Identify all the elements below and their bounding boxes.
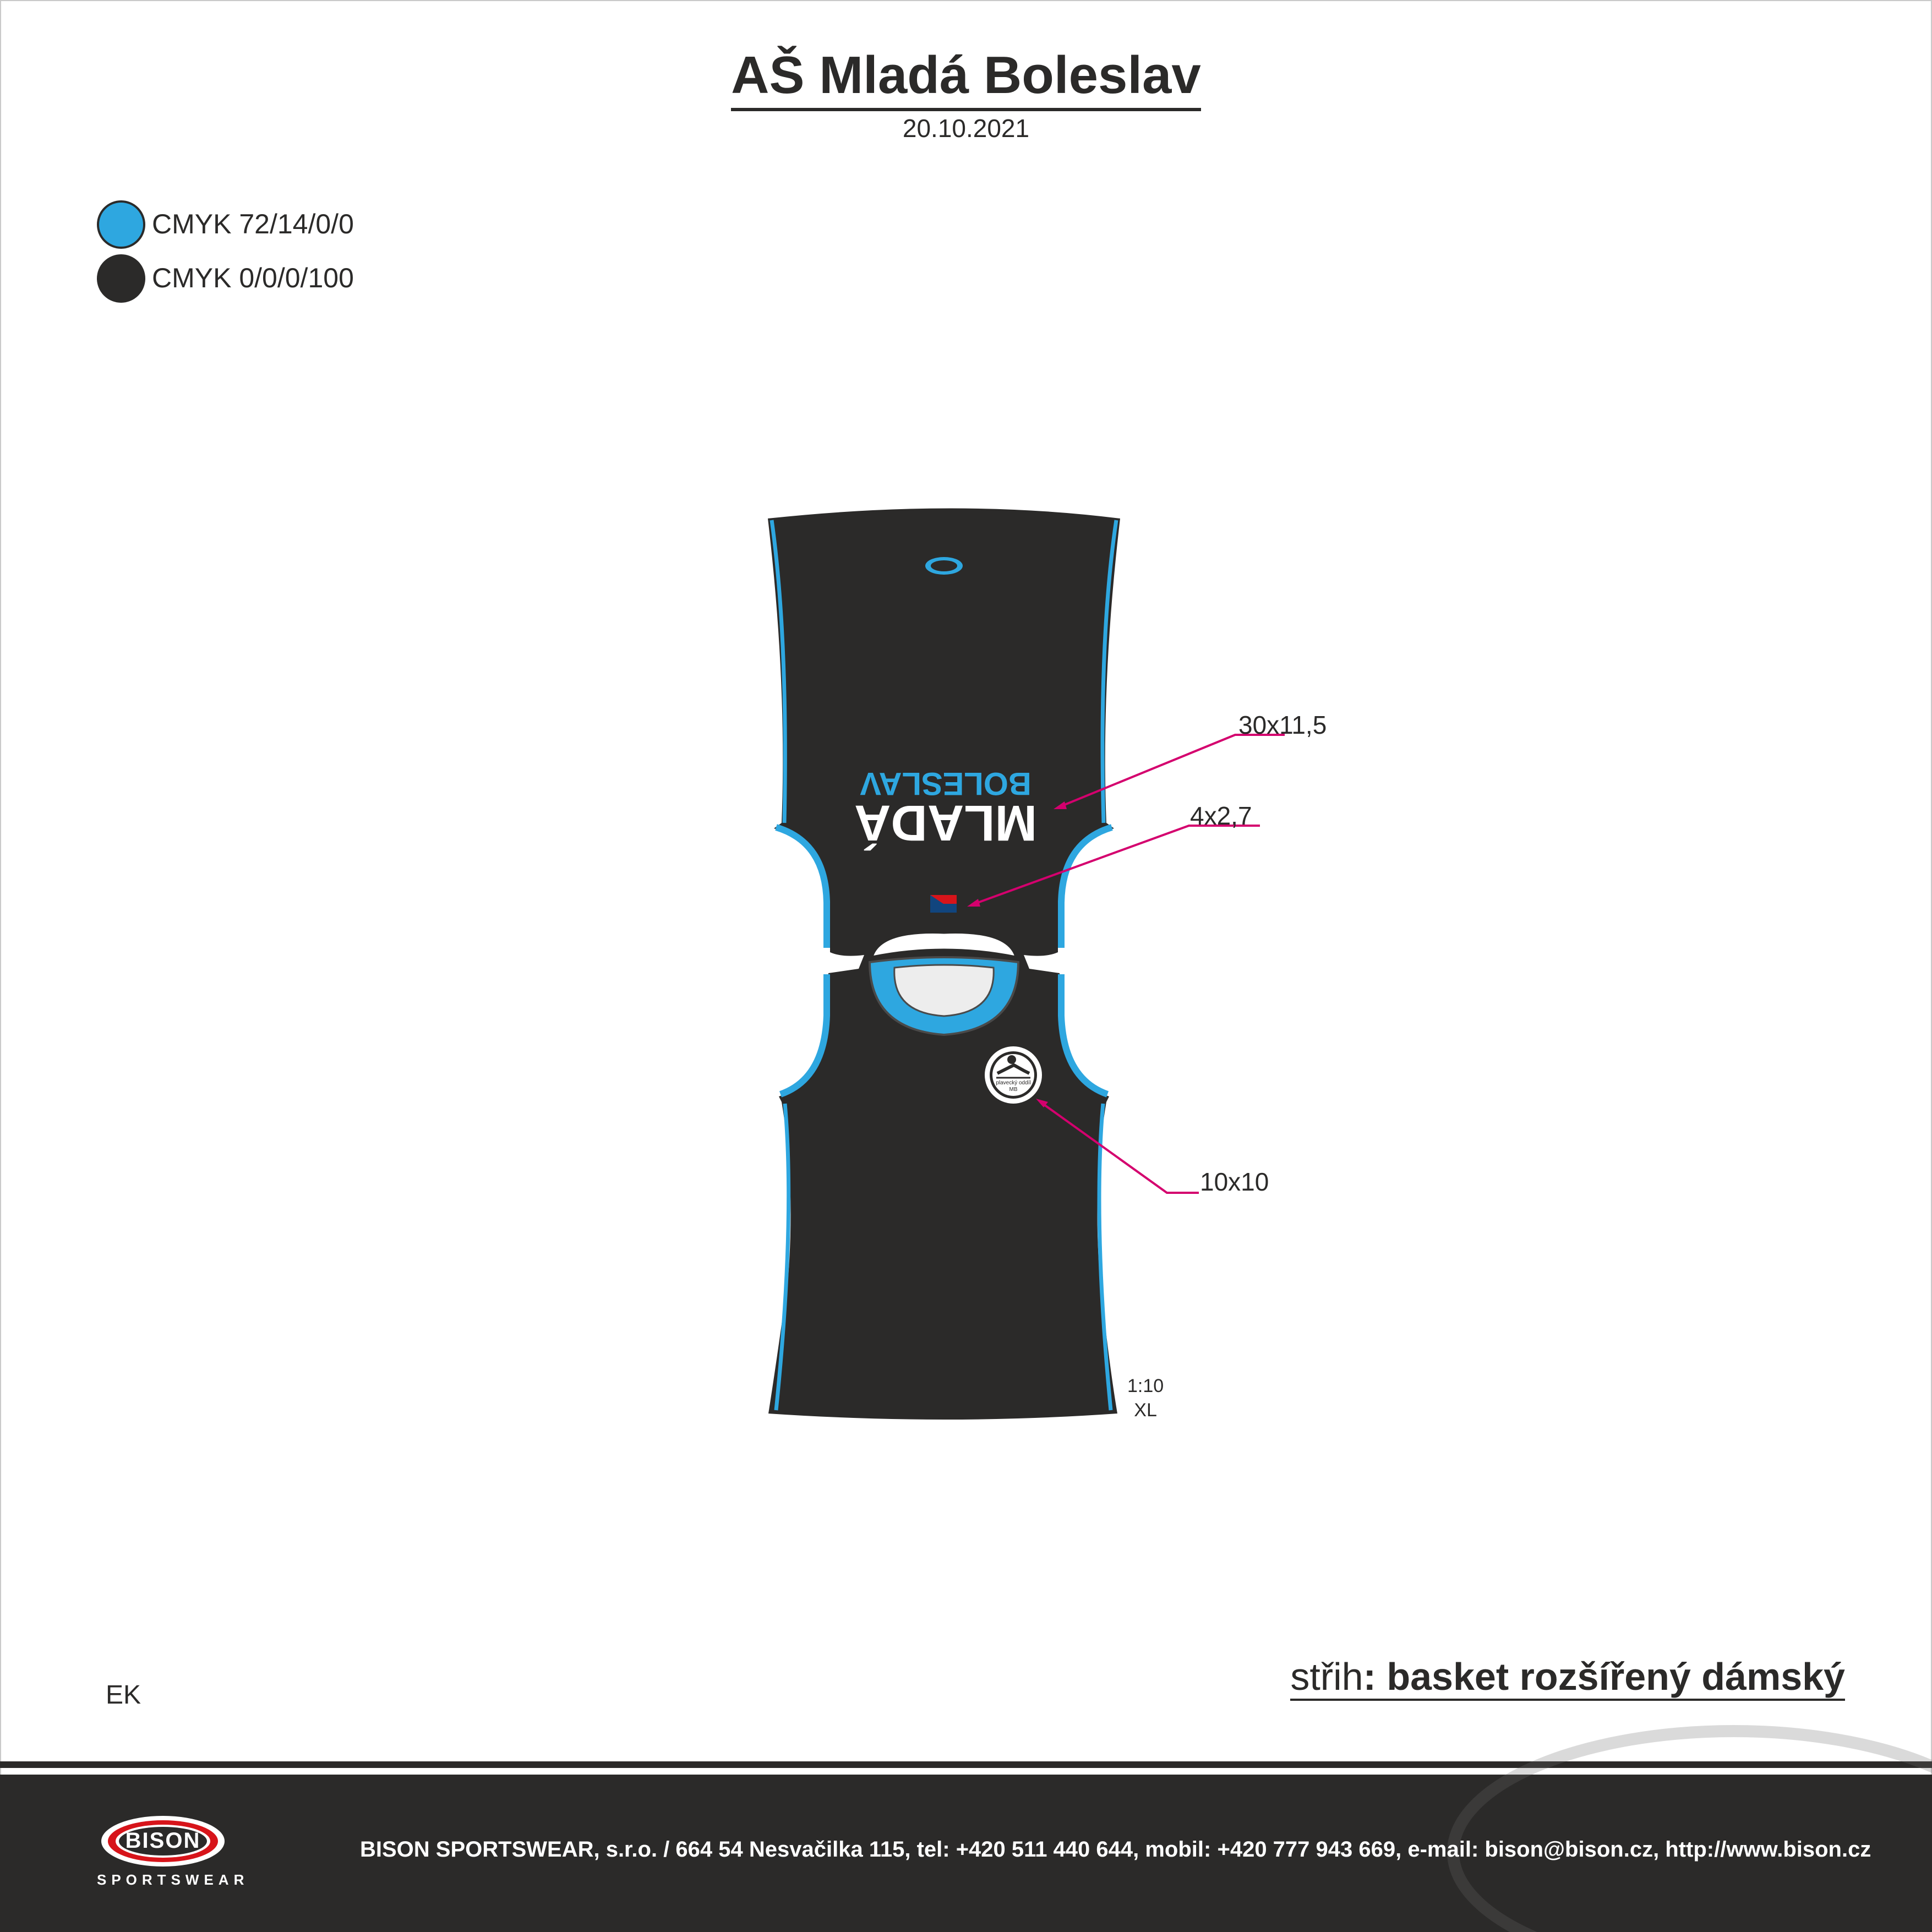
bison-logo-word: BISON bbox=[125, 1829, 201, 1853]
jersey-name-line2: BOLESLAV bbox=[860, 766, 1032, 801]
footer-watermark bbox=[1453, 1731, 1932, 1932]
page-title: AŠ Mladá Boleslav bbox=[0, 45, 1932, 106]
footer-contact: BISON SPORTSWEAR, s.r.o. / 664 54 Nesvačilka 115, tel: +420 511 440 644, mobil: +420 777 943 669, e-mail: bison@bison.cz, http://www.bison.cz bbox=[360, 1837, 1871, 1862]
color-label-blue: CMYK 72/14/0/0 bbox=[152, 209, 354, 239]
emblem-text: plavecký oddíl MB bbox=[996, 1080, 1031, 1093]
author-initials: EK bbox=[106, 1680, 141, 1710]
page-date: 20.10.2021 bbox=[902, 114, 1030, 143]
dimension-label-text: 30x11,5 bbox=[1238, 711, 1327, 739]
color-label-black: CMYK 0/0/0/100 bbox=[152, 263, 354, 293]
jersey-name-line1: MLADÁ bbox=[854, 795, 1038, 851]
scale-size-note: 1:10 XL bbox=[1127, 1376, 1164, 1421]
dimension-label-emblem: 10x10 bbox=[1200, 1167, 1269, 1196]
dimension-label-flag: 4x2,7 bbox=[1190, 801, 1252, 830]
cut-type: střih: basket rozšířený dámský bbox=[1290, 1655, 1845, 1701]
bison-logo-subtitle: SPORTSWEAR bbox=[97, 1871, 249, 1888]
